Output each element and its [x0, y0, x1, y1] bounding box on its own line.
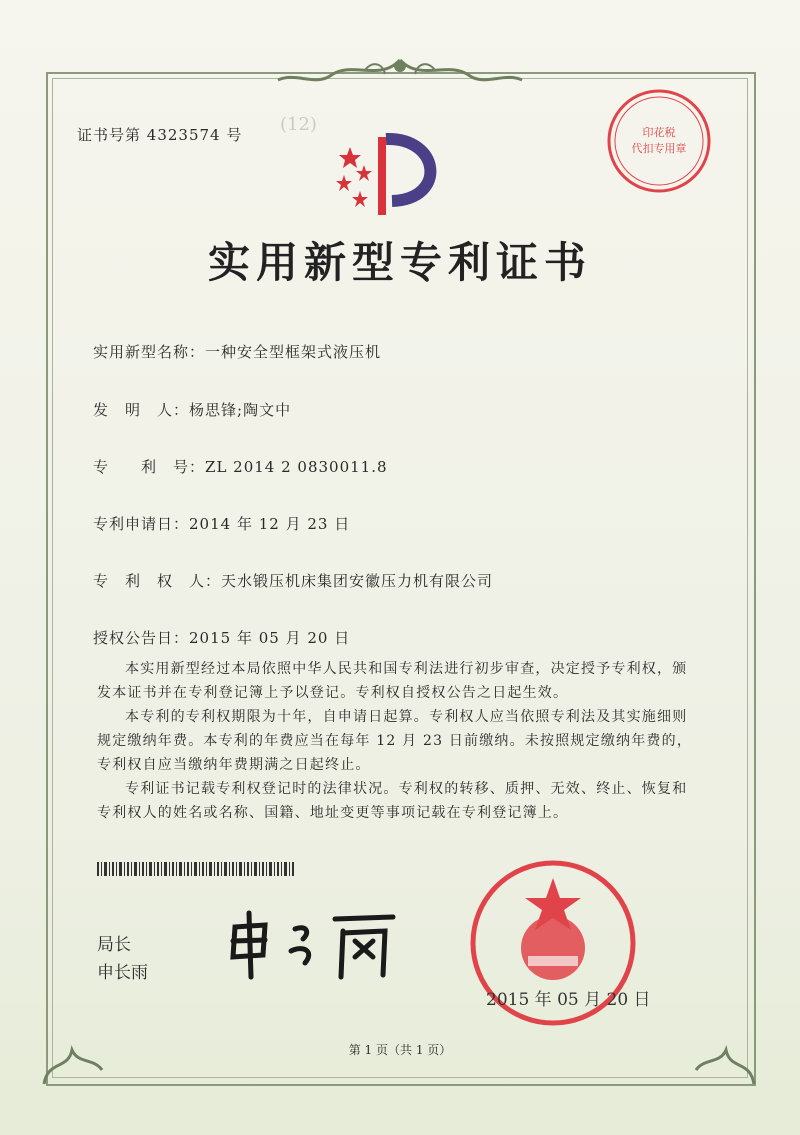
certificate-number-suffix: 号 [226, 126, 243, 144]
field-application-date [93, 513, 350, 534]
field-utility-model-name [93, 341, 381, 362]
page-number: 第 1 页（共 1 页） [348, 1043, 452, 1057]
handwritten-signature [225, 905, 400, 980]
issue-date: 2015 年 05 月 20 日 [486, 990, 651, 1010]
tax-stamp-seal [604, 86, 714, 196]
certificate-body [97, 657, 697, 825]
field-grant-date [93, 627, 350, 648]
tax-stamp-line2: 代扣专用章 [631, 142, 687, 155]
director-title: 局长 [97, 935, 131, 955]
field-label: 专 利 号： [93, 458, 206, 476]
field-inventors [93, 399, 291, 420]
field-value: 一种安全型框架式液压机 [205, 343, 382, 361]
body-paragraph: 专利证书记载专利权登记时的法律状况。专利权的转移、质押、无效、终止、恢复和专利权人的姓名或名称、国籍、地址变更等事项记载在专利登记簿上。 [97, 781, 688, 821]
field-label: 实用新型名称： [93, 343, 206, 361]
background-watermark: (12) [280, 114, 317, 135]
field-label: 专 利 权 人： [93, 572, 222, 590]
body-paragraph: 本实用新型经过本局依照中华人民共和国专利法进行初步审查，决定授予专利权，颁发本证书并在专利登记簿上予以登记。专利权自授权公告之日起生效。 [97, 661, 688, 701]
field-value: 天水锻压机床集团安徽压力机有限公司 [221, 572, 494, 590]
certificate-title: 实用新型专利证书 [207, 238, 592, 287]
field-value: 2014 年 12 月 23 日 [189, 515, 351, 533]
tax-stamp-line1: 印花税 [642, 126, 676, 139]
field-value: ZL 2014 2 0830011.8 [205, 458, 388, 476]
field-patent-number [93, 456, 388, 477]
field-value: 2015 年 05 月 20 日 [189, 629, 351, 647]
certificate-number [77, 124, 242, 145]
field-label: 发 明 人： [93, 401, 190, 419]
field-label: 专利申请日： [93, 515, 190, 533]
body-paragraph: 本专利的专利权期限为十年，自申请日起算。专利权人应当依照专利法及其实施细则规定缴纳年费。本专利的年费应当在每年 12 月 23 日前缴纳。未按照规定缴纳年费的，专利权自应当缴纳年费期满之日起终止。 [97, 709, 693, 773]
patent-office-logo-icon [330, 127, 450, 227]
field-label: 授权公告日： [93, 629, 190, 647]
certificate-number-value: 4323574 [146, 126, 221, 144]
barcode [97, 862, 297, 876]
director-name: 申长雨 [97, 963, 148, 983]
field-patentee [93, 570, 493, 591]
certificate-number-label: 证书号第 [77, 126, 142, 144]
field-value: 杨思锋;陶文中 [189, 401, 292, 419]
top-ornament-icon [270, 52, 530, 92]
